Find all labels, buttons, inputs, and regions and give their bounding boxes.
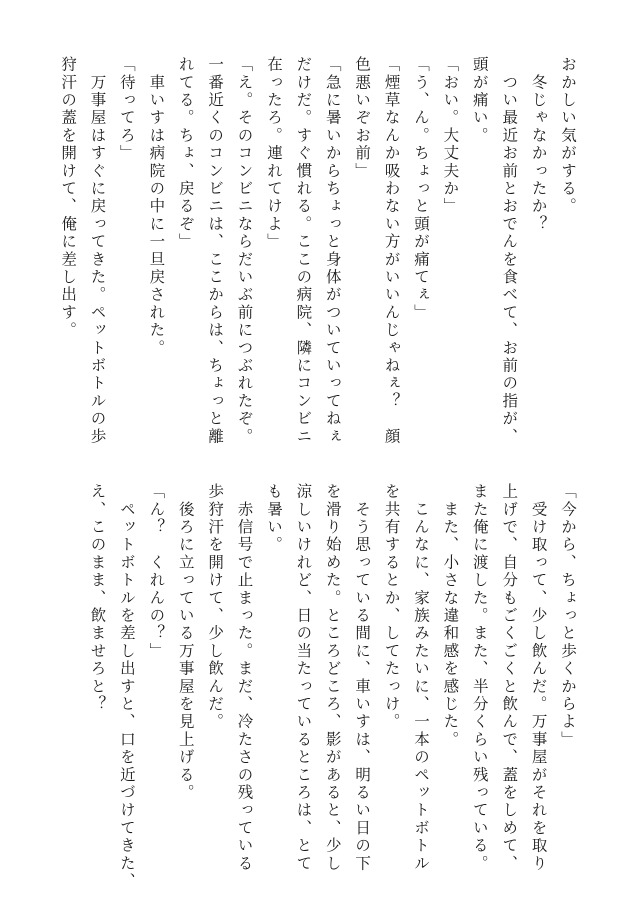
text-line: こんなに、家族みたいに、一本のペットボトル <box>411 483 430 873</box>
text-line: そう思っている間に、車いすは、明るい日の下 <box>353 483 372 873</box>
text-line: 在ったろ。連れてけよ」 <box>264 56 283 251</box>
text-line: れてる。ちょ、戻るぞ」 <box>176 56 195 251</box>
text-line: 冬じゃなかったか？ <box>529 56 548 233</box>
text-line: え、このまま、飲ませろと？ <box>88 483 107 714</box>
text-line: 後ろに立っている万事屋を見上げる。 <box>176 483 195 802</box>
text-line: おかしい気がする。 <box>559 56 577 216</box>
text-line: を共有するとか、してたっけ。 <box>382 483 401 731</box>
text-line: ペットボトルを差し出すと、口を近づけてきた、 <box>117 483 136 891</box>
text-line: 狩汗の蓋を開けて、俺に差し出す。 <box>59 56 78 340</box>
text-line: 赤信号で止まった。まだ、冷たさの残っている <box>235 483 254 873</box>
text-line: また、小さな違和感を感じた。 <box>441 483 460 749</box>
lower-text-block <box>82 483 582 891</box>
text-line: も暑い。 <box>264 483 283 554</box>
text-line: 「今から、ちょっと歩くからよ」 <box>559 483 577 749</box>
text-line: 「おい。大丈夫か」 <box>441 56 460 216</box>
text-line: また俺に渡した。また、半分くらい残っている。 <box>470 483 489 873</box>
text-line: 上げで、自分もごくごくと飲んで、蓋をしめて、 <box>500 483 519 873</box>
text-line: 「急に暑いからちょっと身体がついていってねぇ <box>323 56 342 446</box>
text-line: だけだ。すぐ慣れる。ここの病院、隣にコンビニ <box>294 56 313 446</box>
text-line: 「待ってろ」 <box>117 56 136 163</box>
text-line: 涼しいけれど、日の当たっているところは、とて <box>294 483 313 873</box>
text-line: 色悪いぞお前」 <box>353 56 372 180</box>
text-line: 車いすは病院の中に一旦戻された。 <box>147 56 166 357</box>
text-line: を滑り始めた。ところどころ、影があると、少し <box>323 483 342 873</box>
text-line: 受け取って、少し飲んだ。万事屋がそれを取り <box>529 483 548 873</box>
text-line: 万事屋はすぐに戻ってきた。ペットボトルの歩 <box>88 56 107 446</box>
text-line: 「煙草なんか吸わない方がいいんじゃねぇ？ 顔 <box>382 56 401 446</box>
text-line: つい最近お前とおでんを食べて、お前の指が、 <box>500 56 519 446</box>
text-line: 一番近くのコンビニは、ここからは、ちょっと離 <box>206 56 225 446</box>
text-line: 「う、ん。ちょっと頭が痛てぇ」 <box>411 56 430 322</box>
text-line: 「ん？ くれんの？」 <box>147 483 166 660</box>
text-line: 歩狩汗を開けて、少し飲んだ。 <box>206 483 225 731</box>
text-line: 頭が痛い。 <box>470 56 489 145</box>
upper-text-block <box>53 56 582 446</box>
text-line: 「え。そのコンビニならだいぶ前につぶれたぞ。 <box>235 56 254 446</box>
